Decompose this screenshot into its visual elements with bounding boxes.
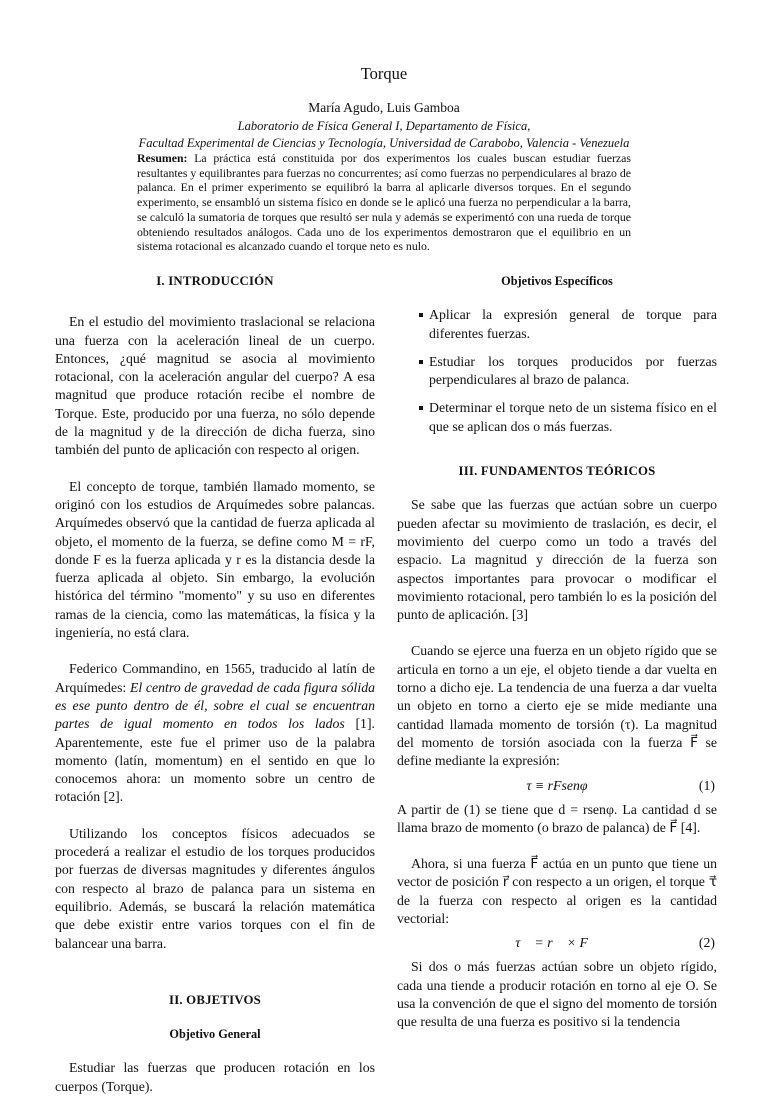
equation-1-number: (1): [698, 777, 715, 793]
abstract-text: La práctica está constituida por dos experimentos los cuales buscan estudiar fuerzas resultantes y equilibrantes para fuerzas no concurrentes; así como fuerzas no perpendiculares al brazo de palanca. En el primer experimento se equilibró la barra al aplicarle diversos torques. En el segundo experimento, se ensambló un sistema físico en donde se le aplicó una fuerza no perpendicular a la barra, se calculó la sumatoria de torques que resultó ser nula y además se experimentó con una rueda de torque obteniendo resultados análogos. Cada uno de los experimentos demostraron que el equilibrio en un sistema rotacional es alcanzado cuando el torque neto es nulo.: [137, 151, 631, 254]
p3-end: [1]. Aparentemente, este fue el primer uso de la palabra momento (latín, momentum) en el sentido en que lo conocemos ahora: un momento sobre un centro de rotación [2].: [55, 716, 375, 805]
theory-paragraph-1: Se sabe que las fuerzas que actúan sobre un cuerpo pueden afectar su movimiento de traslación, es decir, el movimiento del cuerpo como un todo a través del espacio. La magnitud y dirección de la fuerza son aspectos importantes para provocar o modificar el movimiento rotacional, pero también lo es la posición del punto de aplicación. [3]: [397, 497, 717, 623]
objective-item: Aplicar la expresión general de torque para diferentes fuerzas.: [397, 306, 717, 343]
abstract: [137, 151, 631, 254]
theory-paragraph-2: Cuando se ejerce una fuerza en un objeto rígido que se articula en torno a un eje, el objeto tiende a dar vuelta en torno a dicho eje. La tendencia de una fuerza a dar vuelta un objeto en torno a cierto eje se mide mediante una cantidad llamada momento de torsión (τ). La magnitud del momento de torsión asociada con la fuerza F⃗ se define mediante la expresión:: [397, 643, 717, 769]
objectives-list: [397, 306, 717, 436]
intro-paragraph-1: En el estudio del movimiento traslacional se relaciona una fuerza con la aceleración lineal de un cuerpo. Entonces, ¿qué magnitud se asocia al movimiento rotacional, con la aceleración angular del cuerpo? A esa magnitud que produce rotación recibe el nombre de Torque. Este, producido por una fuerza, no sólo depende de la magnitud y de la dirección de dicha fuerza, sino también del punto de aplicación con respecto al origen.: [55, 314, 375, 458]
theory-paragraph-4: Ahora, si una fuerza F⃗ actúa en un punto que tiene un vector de posición r⃗ con respecto a un origen, el torque τ⃗ de la fuerza con respecto al origen es la cantidad vectorial:: [397, 856, 717, 927]
affiliation-line-2: Facultad Experimental de Ciencias y Tecnología, Universidad de Carabobo, Valencia - Venezuela: [138, 136, 630, 150]
paper-header: [0, 64, 768, 152]
equation-1-formula: τ ≡ rFsenφ: [526, 777, 588, 793]
abstract-label: Resumen:: [137, 151, 188, 165]
objetivo-general-text: Estudiar las fuerzas que producen rotación en los cuerpos (Torque).: [55, 1060, 375, 1094]
equation-2: [397, 934, 717, 954]
intro-paragraph-2: El concepto de torque, también llamado momento, se originó con los estudios de Arquímedes sobre palancas. Arquímedes observó que la cantidad de fuerza aplicada al objeto, el momento de la fuerza, se define como M = rF, donde F es la fuerza aplicada y r es la distancia desde la fuerza aplicada al objeto. Sin embargo, la evolución histórica del término "momento" y su uso en diferentes ramas de la ciencia, como las matemáticas, la física y la ingeniería, no está clara.: [55, 478, 375, 641]
archimedes-quote: El centro de gravedad de cada figura sólida es ese punto dentro de él, sobre el cual se encuentran partes de igual momento en todos los lados: [55, 679, 376, 732]
section-heading-introduccion: I. INTRODUCCIÓN: [156, 274, 274, 288]
subheading-objetivos-especificos: Objetivos Específicos: [501, 274, 613, 288]
affiliation-line-1: Laboratorio de Física General I, Departamento de Física,: [237, 119, 531, 133]
theory-paragraph-5: Si dos o más fuerzas actúan sobre un objeto rígido, cada una tiende a producir rotación en torno al eje O. Se usa la convención de que el signo del momento de torsión que resulta de una fuerza es positivo si la tendencia: [397, 959, 717, 1030]
paper-authors: María Agudo, Luis Gamboa: [308, 100, 460, 115]
section-heading-fundamentos: III. FUNDAMENTOS TEÓRICOS: [458, 464, 656, 479]
equation-1: [397, 777, 717, 797]
equation-2-formula: τ⃗ = r⃗ × F⃗: [515, 935, 599, 951]
left-column: [55, 272, 375, 1096]
paper-title: Torque: [360, 64, 408, 83]
theory-paragraph-3: A partir de (1) se tiene que d = rsenφ. La cantidad d se llama brazo de momento (o brazo de palanca) de F⃗ [4].: [397, 801, 717, 835]
equation-2-number: (2): [698, 935, 715, 951]
objective-item: Determinar el torque neto de un sistema físico en el que se aplican dos o más fuerzas.: [397, 399, 717, 436]
subheading-objetivo-general: Objetivo General: [169, 1027, 261, 1042]
objective-item: Estudiar los torques producidos por fuerzas perpendiculares al brazo de palanca.: [397, 353, 717, 390]
section-heading-objetivos: II. OBJETIVOS: [169, 992, 261, 1007]
intro-paragraph-4: Utilizando los conceptos físicos adecuados se procederá a realizar el estudio de los torques producidos por fuerzas de diversas magnitudes y diferentes ángulos con respecto al brazo de palanca para un sistema en equilibrio. Además, se buscará la relación matemática que debe existir entre varios torques con el fin de balancear una barra.: [55, 825, 375, 951]
intro-paragraph-3: [55, 660, 375, 806]
p3-start: Federico Commandino, en 1565, traducido al latín de Arquímedes:: [55, 661, 375, 695]
right-column: [397, 272, 717, 1032]
